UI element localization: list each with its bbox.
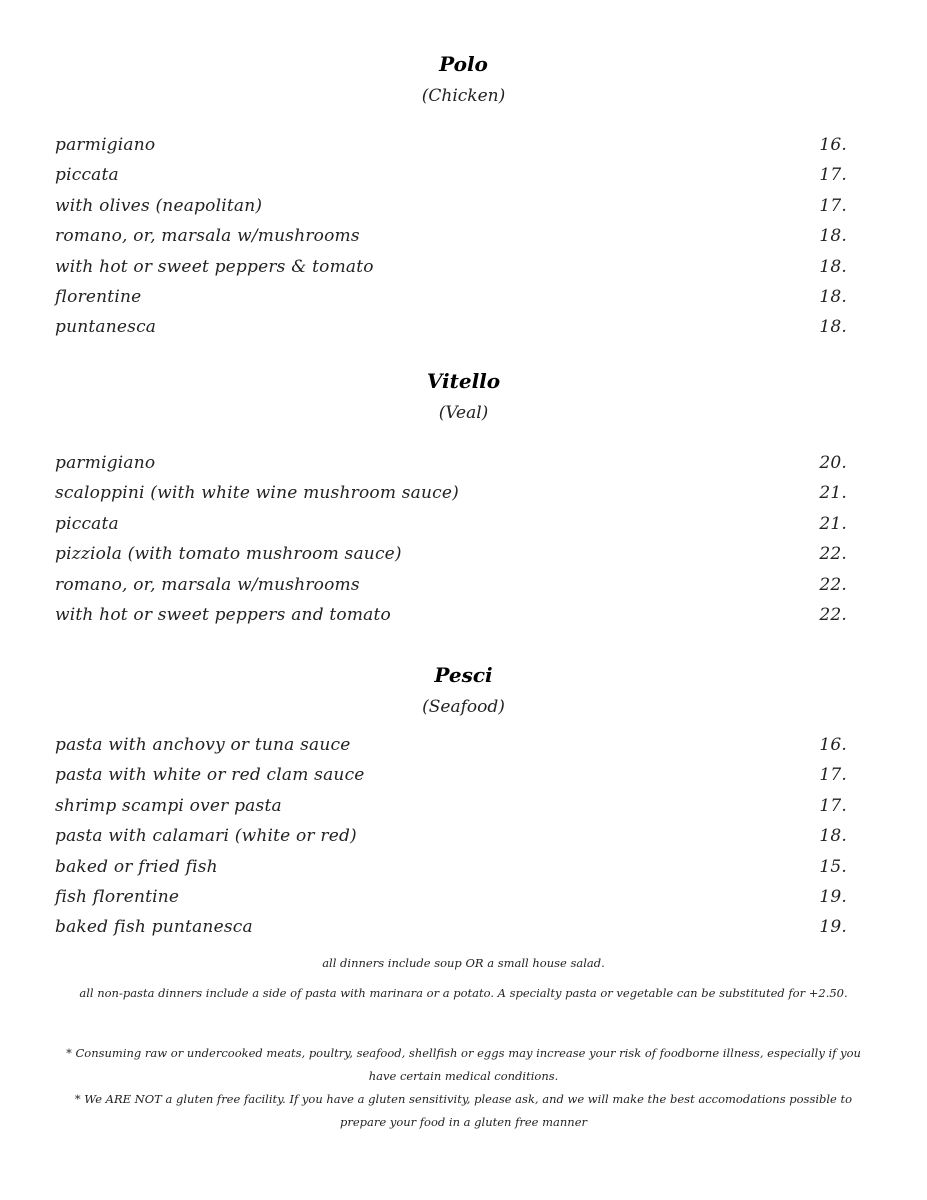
menu-item-name: romano, or, marsala w/mushrooms: [55, 226, 360, 247]
note-soup-salad: all dinners include soup OR a small house salad.: [322, 956, 605, 970]
menu-item-name: pizziola (with tomato mushroom sauce): [55, 544, 402, 565]
menu-item: [55, 513, 847, 543]
menu-item-price: 18.: [819, 226, 847, 247]
menu-item-name: with hot or sweet peppers & tomato: [55, 256, 374, 277]
menu-item: [55, 452, 847, 482]
menu-item: [55, 886, 847, 916]
menu-item-price: 17.: [819, 195, 847, 216]
menu-item-price: 16.: [819, 735, 847, 755]
section-subtitle-seafood: (Seafood): [422, 697, 505, 717]
disclaimer-raw-food: * Consuming raw or undercooked meats, poultry, seafood, shellfish or eggs may increase your risk of foodborne illness, especially if you have certain medical conditions.: [66, 1046, 861, 1083]
menu-item: [55, 795, 847, 825]
menu-item: [55, 543, 847, 573]
menu-item: [55, 134, 847, 164]
section-subtitle-veal: (Veal): [438, 403, 489, 423]
menu-item-name: piccata: [55, 513, 119, 534]
menu-item: [55, 856, 847, 886]
menu-item: [55, 734, 847, 764]
menu-item-name: fish florentine: [55, 886, 180, 907]
menu-item-name: parmigiano: [55, 453, 156, 473]
menu-item: [55, 256, 847, 286]
menu-item-price: 18.: [819, 256, 847, 277]
menu-item: [55, 604, 847, 634]
menu-item: [55, 764, 847, 794]
menu-item: [55, 316, 847, 346]
menu-item: [55, 286, 847, 316]
menu-item-name: pasta with anchovy or tuna sauce: [55, 735, 351, 755]
menu-item: [55, 195, 847, 225]
menu-item-price: 19.: [819, 886, 847, 907]
menu-item-price: 22.: [819, 604, 847, 625]
menu-item-price: 21.: [819, 513, 847, 534]
menu-item: [55, 825, 847, 855]
section-subtitle-chicken: (Chicken): [421, 86, 506, 106]
menu-item-price: 22.: [819, 574, 847, 595]
menu-item-price: 17.: [819, 795, 847, 816]
menu-item-name: baked fish puntanesca: [55, 917, 253, 938]
menu-item: [55, 916, 847, 946]
menu-item-name: piccata: [55, 165, 119, 186]
menu-item: [55, 482, 847, 512]
note-side-pasta: all non-pasta dinners include a side of pasta with marinara or a potato. A specialty pasta or vegetable can be substituted for +2.50.: [79, 986, 848, 1000]
disclaimers: [60, 1042, 867, 1134]
menu-item-price: 18.: [819, 317, 847, 338]
menu-list-chicken: [55, 134, 847, 347]
menu-item: [55, 225, 847, 255]
section-title-pesci: Pesci: [434, 663, 493, 687]
menu-item-name: with olives (neapolitan): [55, 195, 263, 216]
menu-item-name: baked or fried fish: [55, 856, 218, 877]
menu-item-name: romano, or, marsala w/mushrooms: [55, 574, 360, 595]
menu-item-price: 17.: [819, 765, 847, 786]
menu-item-price: 16.: [819, 135, 847, 155]
menu-item: [55, 164, 847, 194]
menu-list-veal: [55, 452, 847, 634]
menu-item-name: puntanesca: [55, 317, 157, 338]
section-title-vitello: Vitello: [426, 369, 501, 393]
menu-item-price: 22.: [819, 544, 847, 565]
menu-item-price: 20.: [819, 453, 847, 473]
menu-item-price: 17.: [819, 165, 847, 186]
disclaimer-gluten: * We ARE NOT a gluten free facility. If you have a gluten sensitivity, please ask, and we will make the best accomodations possible to prepare your food in a gluten free manner: [74, 1092, 853, 1129]
menu-item-price: 21.: [819, 483, 847, 504]
menu-item-name: with hot or sweet peppers and tomato: [55, 604, 391, 625]
menu-item-price: 18.: [819, 826, 847, 847]
menu-item-price: 15.: [819, 856, 847, 877]
menu-item-price: 19.: [819, 917, 847, 938]
menu-item-name: scaloppini (with white wine mushroom sauce): [55, 483, 459, 504]
menu-item-name: pasta with calamari (white or red): [55, 826, 357, 847]
menu-item-name: parmigiano: [55, 135, 156, 155]
menu-item-price: 18.: [819, 286, 847, 307]
section-title-polo: Polo: [439, 52, 488, 76]
menu-item-name: florentine: [55, 286, 142, 307]
menu-item-name: pasta with white or red clam sauce: [55, 765, 365, 786]
menu-item-name: shrimp scampi over pasta: [55, 795, 282, 816]
menu-list-seafood: [55, 734, 847, 947]
menu-item: [55, 574, 847, 604]
